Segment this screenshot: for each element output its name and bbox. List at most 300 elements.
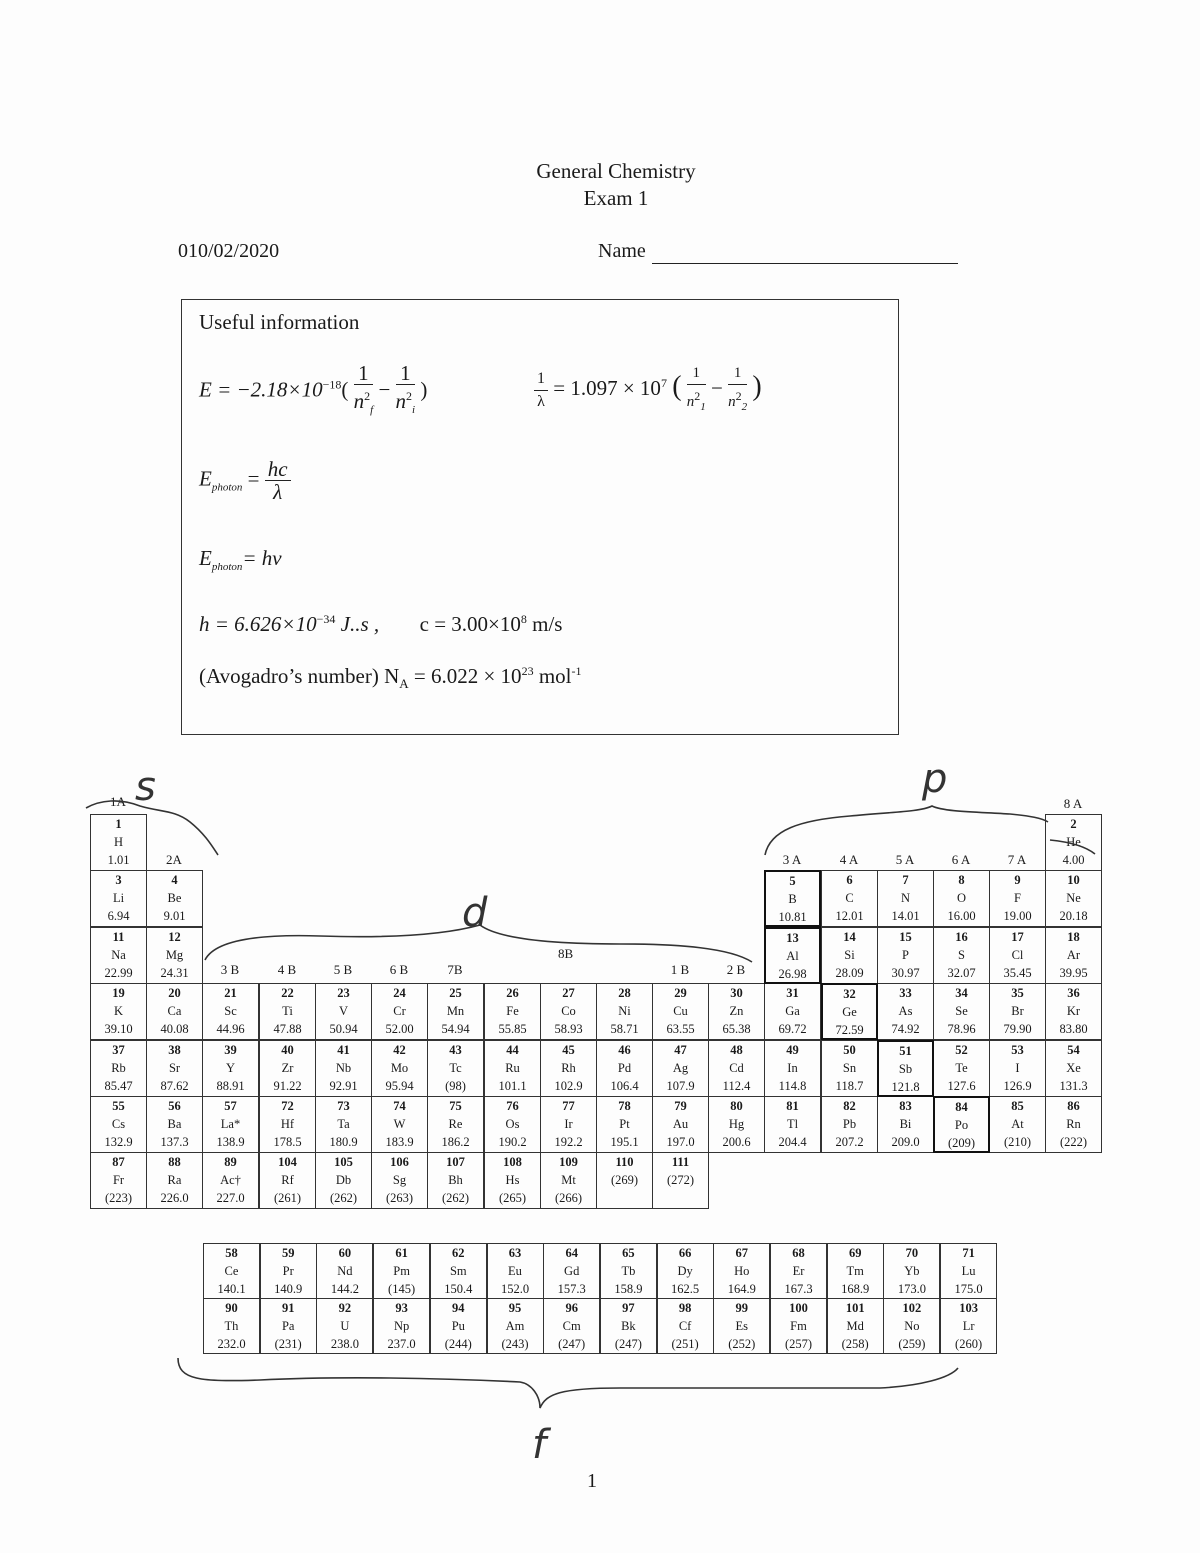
element-cell [821, 983, 878, 1040]
element-cell [371, 1040, 428, 1097]
element-symbol: Tb [621, 1264, 636, 1278]
element-number: 70 [905, 1246, 919, 1260]
element-symbol: B [788, 892, 797, 906]
actinide-cell [940, 1298, 997, 1354]
element-cell [90, 870, 147, 927]
element-symbol: Bh [448, 1173, 463, 1187]
element-number: 45 [562, 1043, 575, 1057]
element-cell [708, 1040, 765, 1097]
avogadro-line: (Avogadro’s number) $N_A = 6.022 \times 10^{23}$ mol$^{-1}$ [199, 664, 582, 692]
element-number: 103 [959, 1301, 978, 1315]
element-mass: 32.07 [947, 966, 976, 980]
element-number: 39 [224, 1043, 237, 1057]
element-number: 93 [395, 1301, 408, 1315]
element-cell [146, 1152, 203, 1209]
element-cell [90, 1096, 147, 1153]
element-symbol: Er [792, 1264, 805, 1278]
element-mass: 47.88 [273, 1022, 302, 1036]
element-mass: (98) [445, 1079, 466, 1093]
actinide-cell [430, 1298, 487, 1354]
element-cell [1045, 870, 1102, 927]
element-number: 4 [171, 873, 178, 887]
element-symbol: Sb [898, 1062, 913, 1076]
group-label: 1A [110, 794, 126, 809]
element-symbol: Ru [505, 1061, 520, 1075]
group-label: 4 A [839, 852, 859, 867]
element-symbol: Po [954, 1118, 969, 1132]
element-mass: (251) [671, 1337, 699, 1351]
p-block-brace [765, 806, 1048, 855]
element-symbol: Cl [1011, 948, 1024, 962]
element-symbol: Pu [451, 1319, 465, 1333]
element-number: 18 [1067, 930, 1080, 944]
element-mass: 207.2 [835, 1135, 864, 1149]
element-mass: (259) [898, 1337, 926, 1351]
element-number: 102 [902, 1301, 922, 1315]
element-symbol: Ag [672, 1061, 689, 1075]
element-symbol: Cr [393, 1004, 406, 1018]
element-cell [146, 983, 203, 1040]
element-mass: 39.95 [1059, 966, 1088, 980]
element-number: 61 [395, 1246, 408, 1260]
element-mass: 186.2 [441, 1135, 470, 1149]
lanthanide-cell [600, 1243, 657, 1299]
element-symbol: Al [786, 949, 799, 963]
element-cell [652, 1040, 709, 1097]
element-mass: 69.72 [778, 1022, 807, 1036]
title-line-1: General Chemistry [536, 159, 696, 183]
element-symbol: N [900, 891, 911, 905]
element-mass: (222) [1059, 1135, 1088, 1149]
handwritten-d: d [462, 890, 488, 936]
element-number: 25 [449, 986, 462, 1000]
lanthanide-cell [657, 1243, 714, 1299]
element-symbol: Yb [904, 1264, 920, 1278]
element-number: 53 [1011, 1043, 1024, 1057]
element-mass: (262) [329, 1191, 358, 1205]
element-number: 58 [225, 1246, 238, 1260]
element-mass: 192.2 [554, 1135, 583, 1149]
info-heading: Useful information [199, 310, 360, 334]
element-mass: 52.00 [385, 1022, 414, 1036]
element-symbol: Ir [564, 1117, 573, 1131]
element-cell [259, 983, 316, 1040]
element-cell [427, 1152, 484, 1209]
element-cell [652, 983, 709, 1040]
element-number: 19 [112, 986, 125, 1000]
element-mass: 164.9 [727, 1282, 756, 1296]
element-cell [933, 1096, 990, 1153]
element-mass: 138.9 [216, 1135, 245, 1149]
element-cell [540, 1096, 597, 1153]
element-cell [259, 1040, 316, 1097]
element-mass: 106.4 [610, 1079, 639, 1093]
element-mass: (266) [554, 1191, 583, 1205]
element-mass: 238.0 [330, 1337, 359, 1351]
element-symbol: Ar [1066, 948, 1081, 962]
element-symbol: Dy [677, 1264, 693, 1278]
element-symbol: Bi [899, 1117, 912, 1131]
element-cell [259, 1152, 316, 1209]
element-mass: 20.18 [1059, 909, 1088, 923]
actinide-cell [487, 1298, 544, 1354]
element-mass: 16.00 [947, 909, 976, 923]
element-mass: (261) [273, 1191, 302, 1205]
name-blank-line[interactable] [652, 263, 958, 264]
element-symbol: Zn [729, 1004, 744, 1018]
element-mass: (223) [104, 1191, 133, 1205]
element-mass: 168.9 [841, 1282, 870, 1296]
element-cell [146, 1040, 203, 1097]
element-mass: 87.62 [160, 1079, 189, 1093]
element-symbol: K [113, 1004, 124, 1018]
element-number: 104 [278, 1155, 297, 1169]
element-number: 74 [393, 1099, 406, 1113]
element-mass: 112.4 [722, 1079, 751, 1093]
element-number: 82 [843, 1099, 856, 1113]
element-mass: 85.47 [104, 1079, 133, 1093]
element-number: 107 [446, 1155, 465, 1169]
element-number: 42 [393, 1043, 406, 1057]
element-number: 99 [735, 1301, 749, 1315]
element-mass: 200.6 [722, 1135, 751, 1149]
element-symbol: S [958, 948, 965, 962]
element-symbol: Ca [167, 1004, 182, 1018]
element-number: 56 [168, 1099, 181, 1113]
element-mass: 79.90 [1003, 1022, 1032, 1036]
element-cell [596, 1096, 653, 1153]
element-cell [540, 983, 597, 1040]
element-number: 67 [735, 1246, 749, 1260]
element-cell [427, 983, 484, 1040]
element-symbol: Bk [621, 1319, 636, 1333]
element-cell [484, 1040, 541, 1097]
element-mass: 35.45 [1003, 966, 1032, 980]
group-label: 1 B [670, 962, 690, 977]
element-mass: 12.01 [835, 909, 864, 923]
element-symbol: Ra [167, 1173, 182, 1187]
element-mass: 150.4 [444, 1282, 473, 1296]
element-mass: 121.8 [891, 1080, 920, 1094]
element-number: 38 [168, 1043, 181, 1057]
element-cell [877, 983, 934, 1040]
element-cell [371, 1096, 428, 1153]
element-mass: 204.4 [778, 1135, 807, 1149]
f-block-brace [178, 1358, 958, 1408]
rydberg-energy-equation: $E = -2.18\times 10^{-18}$( $\frac{1}{n^2_f}$ − $\frac{1}{n^2_i}$ ) [199, 361, 428, 417]
lanthanide-cell [316, 1243, 373, 1299]
element-number: 92 [338, 1301, 352, 1315]
element-number: 5 [789, 874, 796, 888]
element-cell [1045, 1040, 1102, 1097]
element-number: 100 [789, 1301, 808, 1315]
element-number: 110 [615, 1155, 634, 1169]
element-cell [989, 870, 1046, 927]
element-symbol: Ta [337, 1117, 350, 1131]
element-number: 2 [1070, 817, 1077, 831]
element-cell [202, 1096, 259, 1153]
element-number: 1 [115, 817, 122, 831]
element-symbol: Kr [1066, 1004, 1081, 1018]
element-symbol: Fr [112, 1173, 125, 1187]
actinide-cell [373, 1298, 430, 1354]
element-number: 52 [955, 1043, 968, 1057]
d-block-brace [205, 925, 752, 962]
element-number: 71 [962, 1246, 975, 1260]
element-mass: 28.09 [835, 966, 864, 980]
element-number: 32 [843, 987, 856, 1001]
element-symbol: Es [735, 1319, 749, 1333]
element-symbol: Hg [728, 1117, 745, 1131]
element-symbol: Eu [508, 1264, 522, 1278]
constants-line: $h = 6.626\times 10^{-34}$ J..s , $c = 3.00\times 10^8$ m/s [199, 612, 563, 636]
element-symbol: Ti [282, 1004, 293, 1018]
element-number: 87 [112, 1155, 125, 1169]
element-symbol: Os [505, 1117, 520, 1131]
element-number: 84 [955, 1100, 968, 1114]
lanthanide-cell [487, 1243, 544, 1299]
element-mass: 4.00 [1062, 853, 1085, 867]
group-label: 7B [447, 962, 463, 977]
element-mass: 19.00 [1003, 909, 1032, 923]
element-symbol: Mo [390, 1061, 409, 1075]
element-number: 91 [281, 1301, 295, 1315]
lanthanide-cell [203, 1243, 260, 1299]
element-number: 63 [508, 1246, 522, 1260]
element-number: 109 [559, 1155, 578, 1169]
element-cell [315, 1040, 372, 1097]
element-mass: (209) [947, 1136, 976, 1150]
element-cell [821, 927, 878, 984]
element-cell [90, 927, 147, 984]
element-cell [989, 1096, 1046, 1153]
element-symbol: V [338, 1004, 349, 1018]
element-number: 89 [224, 1155, 237, 1169]
element-symbol: Ge [842, 1005, 857, 1019]
element-cell [652, 1096, 709, 1153]
element-mass: (244) [444, 1337, 472, 1351]
element-mass: 88.91 [216, 1079, 245, 1093]
element-symbol: Sc [224, 1004, 237, 1018]
group-label: 6 A [951, 852, 971, 867]
element-cell [1045, 983, 1102, 1040]
element-number: 17 [1011, 930, 1024, 944]
element-number: 9 [1014, 873, 1021, 887]
element-cell [989, 983, 1046, 1040]
element-mass: 140.9 [274, 1282, 303, 1296]
element-symbol: Rf [281, 1173, 294, 1187]
element-mass: (247) [558, 1337, 586, 1351]
element-cell [1045, 814, 1102, 871]
element-mass: 167.3 [784, 1282, 813, 1296]
handwritten-f: f [532, 1422, 547, 1468]
element-number: 95 [508, 1301, 522, 1315]
element-symbol: O [956, 891, 967, 905]
rydberg-wavelength-equation: $\frac{1}{\lambda}$ = $1.097 \times 10^7$ ( $\frac{1}{n^2_1}$ − $\frac{1}{n^2_2}$ ) [534, 362, 762, 418]
element-number: 7 [902, 873, 909, 887]
group-label: 8 A [1063, 796, 1083, 811]
element-number: 111 [671, 1155, 690, 1169]
element-mass: 95.94 [385, 1079, 414, 1093]
element-cell [877, 1040, 934, 1097]
element-number: 54 [1067, 1043, 1080, 1057]
element-symbol: I [1015, 1061, 1020, 1075]
element-mass: 118.7 [835, 1079, 864, 1093]
element-mass: (231) [274, 1337, 302, 1351]
photon-energy-wavelength-equation: $E_{photon}$ = $\frac{hc}{\lambda}$ [199, 458, 291, 503]
element-cell [821, 1040, 878, 1097]
element-cell [484, 1096, 541, 1153]
element-symbol: Br [1011, 1004, 1024, 1018]
element-mass: 226.0 [160, 1191, 189, 1205]
element-cell [540, 1152, 597, 1209]
actinide-cell [316, 1298, 373, 1354]
element-mass: 63.55 [666, 1022, 695, 1036]
element-mass: 40.08 [160, 1022, 189, 1036]
element-symbol: Hf [280, 1117, 295, 1131]
element-cell [202, 983, 259, 1040]
name-label: Name [598, 240, 646, 262]
element-cell [596, 1152, 653, 1209]
element-mass: 157.3 [557, 1282, 586, 1296]
element-cell [708, 1096, 765, 1153]
element-mass: 58.93 [554, 1022, 583, 1036]
element-number: 90 [225, 1301, 238, 1315]
element-number: 77 [562, 1099, 575, 1113]
element-number: 69 [848, 1246, 862, 1260]
element-number: 36 [1067, 986, 1080, 1000]
element-number: 47 [674, 1043, 687, 1057]
element-cell [764, 1040, 821, 1097]
element-mass: 127.6 [947, 1079, 976, 1093]
element-symbol: Si [844, 948, 855, 962]
element-number: 40 [281, 1043, 294, 1057]
actinide-cell [657, 1298, 714, 1354]
element-cell [371, 1152, 428, 1209]
element-symbol: In [787, 1061, 798, 1075]
element-symbol: Ac† [220, 1173, 241, 1187]
element-mass: (257) [784, 1337, 813, 1351]
element-symbol: Th [224, 1319, 239, 1333]
element-mass: 58.71 [610, 1022, 639, 1036]
element-mass: 144.2 [330, 1282, 359, 1296]
element-symbol: Lr [962, 1319, 975, 1333]
element-mass: 22.99 [104, 966, 133, 980]
element-cell [764, 927, 821, 984]
element-symbol: Ho [734, 1264, 750, 1278]
element-number: 79 [674, 1099, 687, 1113]
element-symbol: F [1014, 891, 1021, 905]
group-label: 5 B [333, 962, 353, 977]
element-mass: 197.0 [666, 1135, 695, 1149]
element-cell [484, 1152, 541, 1209]
element-cell [933, 983, 990, 1040]
element-symbol: Ne [1066, 891, 1081, 905]
lanthanide-cell [373, 1243, 430, 1299]
photon-energy-frequency-equation: $E_{photon}= h\nu$ [199, 546, 282, 574]
element-number: 20 [168, 986, 181, 1000]
element-number: 28 [618, 986, 631, 1000]
element-symbol: No [904, 1319, 920, 1333]
element-number: 96 [565, 1301, 578, 1315]
element-symbol: Md [846, 1319, 864, 1333]
element-cell [596, 983, 653, 1040]
element-mass: 107.9 [666, 1079, 695, 1093]
element-symbol: Am [505, 1319, 525, 1333]
element-mass: 180.9 [329, 1135, 358, 1149]
element-number: 46 [618, 1043, 631, 1057]
element-cell [877, 1096, 934, 1153]
element-mass: (210) [1003, 1135, 1032, 1149]
element-cell [427, 1040, 484, 1097]
element-mass: 65.38 [722, 1022, 751, 1036]
group-label: 4 B [277, 962, 297, 977]
element-mass: 126.9 [1003, 1079, 1032, 1093]
element-cell [315, 1096, 372, 1153]
element-symbol: Au [672, 1117, 689, 1131]
element-cell [90, 814, 147, 871]
group-label: 6 B [389, 962, 409, 977]
element-symbol: Ce [224, 1264, 239, 1278]
element-cell [146, 870, 203, 927]
lanthanide-cell [430, 1243, 487, 1299]
element-number: 75 [449, 1099, 462, 1113]
element-symbol: C [845, 891, 854, 905]
element-mass: 24.31 [160, 966, 189, 980]
element-number: 80 [730, 1099, 743, 1113]
element-cell [259, 1096, 316, 1153]
element-mass: (258) [841, 1337, 869, 1351]
element-cell [933, 927, 990, 984]
element-mass: 175.0 [954, 1282, 983, 1296]
group-label-8b: 8B [558, 946, 574, 961]
element-mass: 39.10 [104, 1022, 133, 1036]
element-number: 27 [562, 986, 575, 1000]
element-symbol: Xe [1066, 1061, 1081, 1075]
element-mass: 209.0 [891, 1135, 920, 1149]
element-mass: 10.81 [778, 910, 807, 924]
lanthanide-cell [770, 1243, 827, 1299]
actinide-cell [203, 1298, 260, 1354]
element-cell [989, 927, 1046, 984]
element-symbol: Pr [282, 1264, 294, 1278]
element-number: 76 [506, 1099, 519, 1113]
element-symbol: Zr [281, 1061, 294, 1075]
element-symbol: He [1066, 835, 1081, 849]
lanthanide-cell [260, 1243, 317, 1299]
element-mass: 227.0 [216, 1191, 245, 1205]
element-symbol: Tl [786, 1117, 799, 1131]
element-mass: 54.94 [441, 1022, 470, 1036]
actinide-cell [713, 1298, 770, 1354]
element-number: 55 [112, 1099, 125, 1113]
element-symbol: Be [167, 891, 182, 905]
element-symbol: Nd [337, 1264, 353, 1278]
element-symbol: W [393, 1117, 406, 1131]
element-number: 72 [281, 1099, 294, 1113]
element-symbol: Co [561, 1004, 576, 1018]
element-number: 21 [224, 986, 237, 1000]
lanthanide-cell [827, 1243, 884, 1299]
group-label: 2 B [726, 962, 746, 977]
element-mass: (260) [955, 1337, 983, 1351]
element-number: 97 [622, 1301, 635, 1315]
element-cell [877, 927, 934, 984]
element-cell [202, 1040, 259, 1097]
element-number: 22 [281, 986, 294, 1000]
element-number: 62 [452, 1246, 465, 1260]
lanthanide-cell [713, 1243, 770, 1299]
